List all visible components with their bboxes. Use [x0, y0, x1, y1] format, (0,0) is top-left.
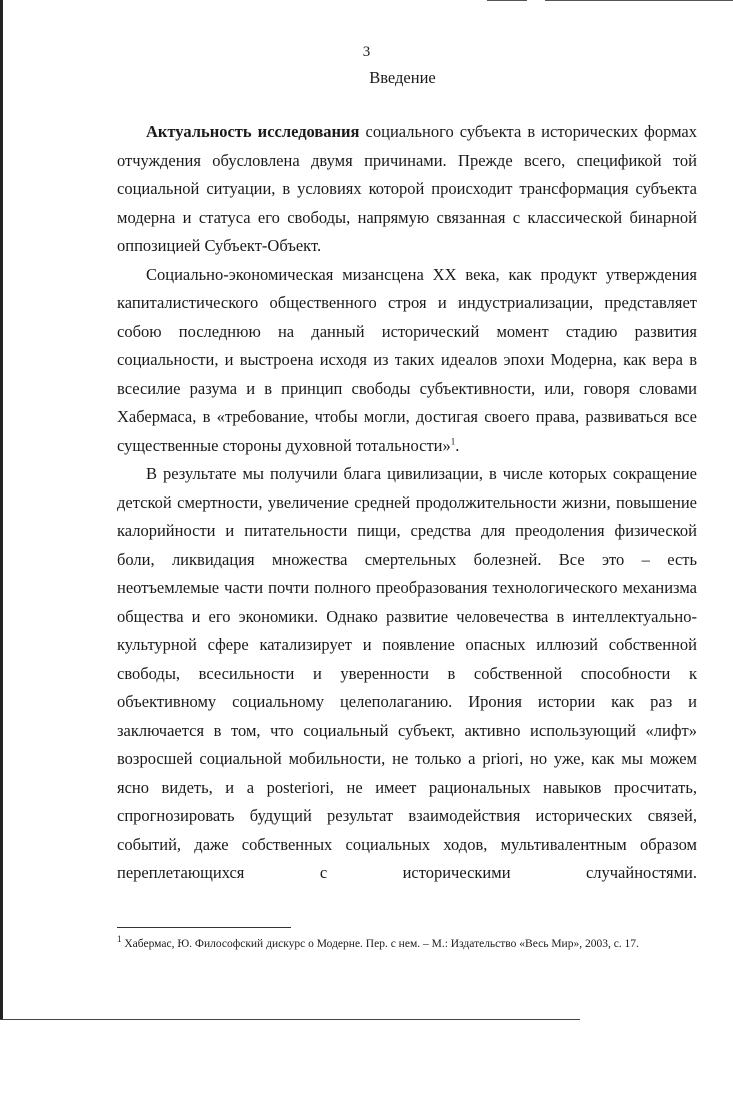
paragraph-1-lead: Актуальность исследования [146, 122, 360, 141]
footnote-separator [117, 927, 291, 928]
page-title: Введение [369, 68, 436, 87]
document-body [117, 118, 697, 888]
footnote-mark: 1 [117, 934, 122, 945]
paragraph-2-end: . [455, 435, 460, 455]
paragraph-1 [117, 118, 697, 261]
paragraph-1-text: социального субъекта в исторических формах отчуждения обусловлена двумя причинами. Прежде всего, спецификой той социальной ситуации, в условиях которой происходит трансформация субъекта модерна и статуса его свободы, напрямую связанная с классической бинарной оппозицией Субъект-Объект. [117, 122, 697, 255]
paragraph-3-text: В результате мы получили блага цивилизации, в числе которых сокращение детской смертности, увеличение средней продолжительности жизни, повышение калорийности и питательности пищи, средства для преодоления физической боли, ликвидация множества смертельных болезней. Все это – есть неотъемлемые части почти полного преобразования технологического механизма общества и его экономики. Однако развитие человечества в интеллектуально-культурной сфере катализирует и появление опасных иллюзий собственной свободы, всесильности и уверенности в собственной способности к объективному социальному целеполаганию. Ирония истории как раз и заключается в том, что социальный субъект, активно использующий «лифт» возросшей социальной мобильности, не только a priori, но уже, как мы можем ясно видеть, и a posteriori, не имеет рациональных навыков просчитать, спрогнозировать будущий результат взаимодействия исторических связей, событий, даже собственных социальных ходов, мультивалентным образом переплетающихся с историческими случайностями. [117, 464, 697, 882]
page-number: 3 [362, 44, 371, 60]
footnote-reference[interactable]: 1 [450, 436, 456, 446]
scan-top-edge-right [545, 0, 733, 1]
scan-left-edge [0, 0, 3, 1020]
paragraph-2 [117, 261, 697, 461]
scan-top-edge [487, 0, 527, 1]
paragraph-3 [117, 460, 697, 888]
scan-bottom-edge [0, 1019, 580, 1020]
footnote-text: Хабермас, Ю. Философский дискурс о Модерне. Пер. с нем. – М.: Издательство «Весь Мир», 2003, с. 17. [121, 938, 639, 950]
paragraph-2-text: Социально-экономическая мизансцена XX века, как продукт утверждения капиталистического общественного строя и индустриализации, представляет собою последнюю на данный исторический момент стадию развития социальности, и выстроена исходя из таких идеалов эпохи Модерна, как вера в всесилие разума и в принцип свободы субъективности, или, говоря словами Хабермаса, в «требование, чтобы могли, достигая своего права, развиваться все существенные стороны духовной тотальности» [117, 264, 697, 455]
footnote [117, 934, 717, 952]
